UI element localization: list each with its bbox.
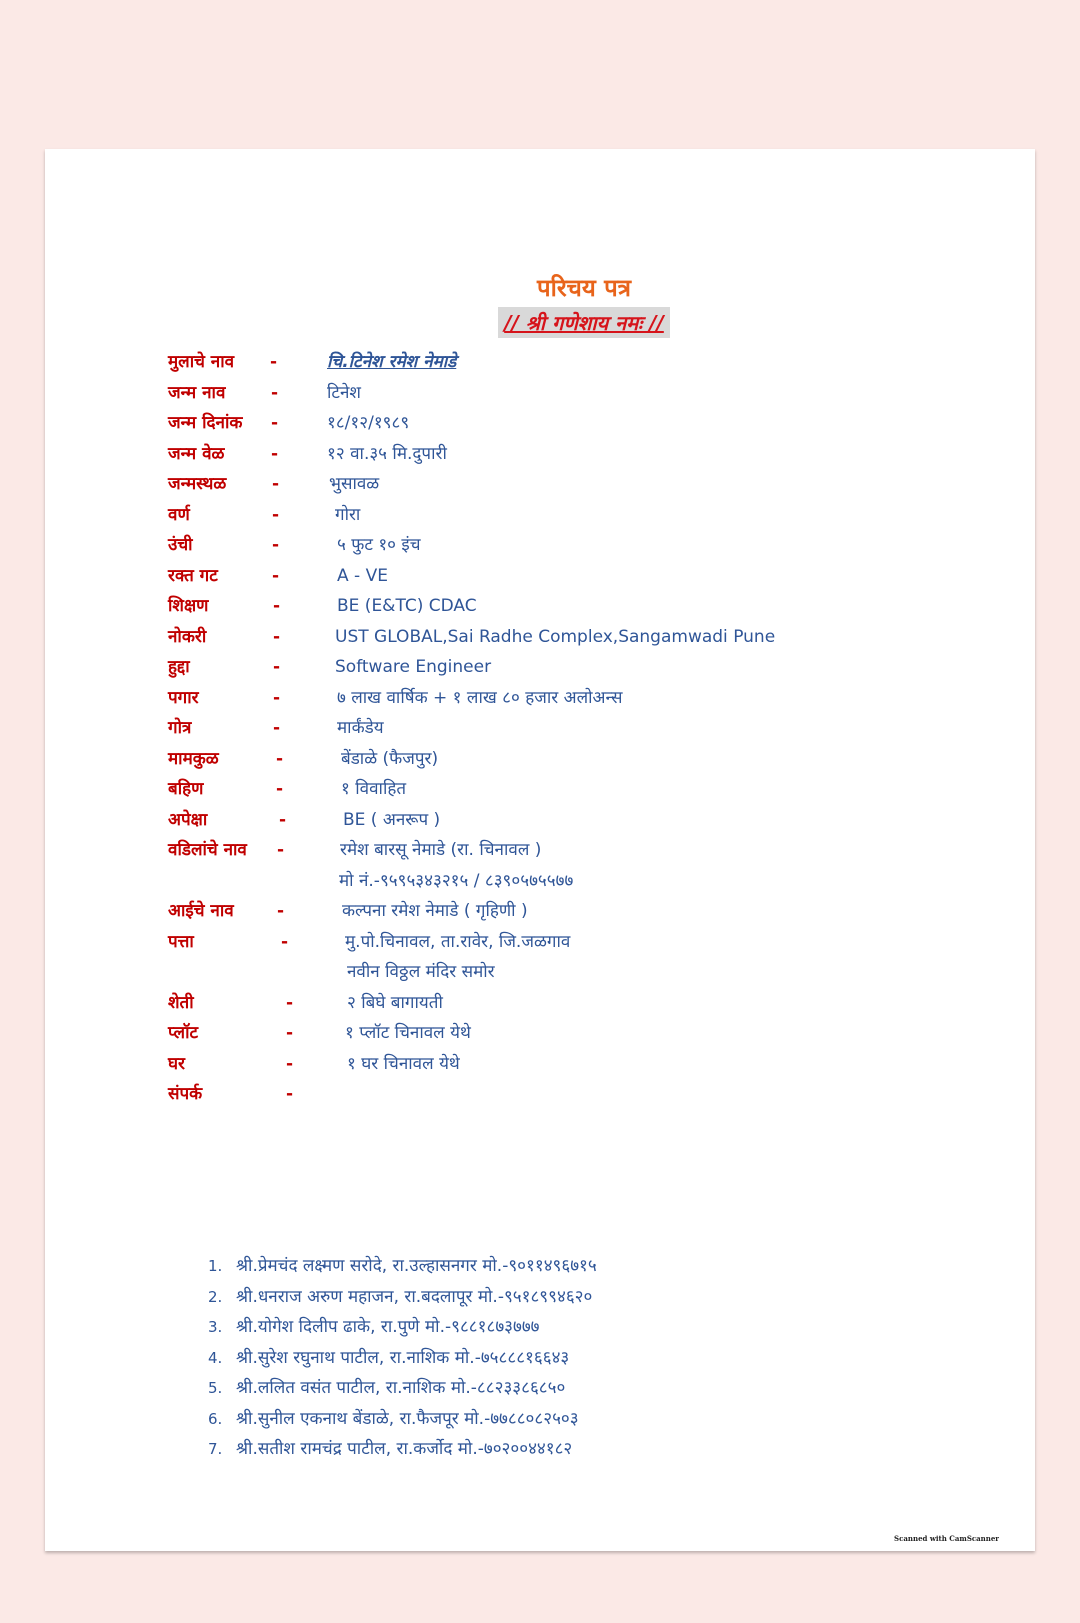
contact-text: श्री.सतीश रामचंद्र पाटील, रा.कर्जोद मो.-७०२००४४१८२ (236, 1439, 573, 1459)
contact-text: श्री.धनराज अरुण महाजन, रा.बदलापूर मो.-९५१८९९४६२० (236, 1286, 593, 1307)
detail-label: वर्ण (168, 504, 190, 525)
detail-label: पगार (168, 687, 199, 708)
detail-value: मो नं.-९५९५३४३२१५ / ८३९०५७५५७७ (339, 870, 574, 891)
contact-number: 5. (208, 1379, 223, 1397)
contact-item (208, 1282, 592, 1312)
detail-value: १ घर चिनावल येथे (347, 1053, 460, 1074)
detail-separator: - (286, 1053, 294, 1074)
detail-value: BE (E&TC) CDAC (337, 596, 477, 616)
detail-separator: - (270, 352, 278, 372)
detail-value: बेंडाळे (फैजपुर) (341, 748, 439, 769)
page-title: परिचय पत्र (536, 274, 632, 302)
detail-label: वडिलांचे नाव (168, 840, 247, 860)
contact-item (208, 1434, 572, 1464)
detail-value: १२ वा.३५ मि.दुपारी (327, 443, 447, 464)
contact-number: 1. (208, 1257, 223, 1275)
detail-separator: - (273, 596, 281, 616)
detail-value: मु.पो.चिनावल, ता.रावेर, जि.जळगाव (345, 931, 571, 952)
contact-text: श्री.प्रेमचंद लक्ष्मण सरोदे, रा.उल्हासनगर मो.-९०११४९६७१५ (236, 1256, 597, 1276)
detail-label: जन्मस्थळ (168, 474, 227, 494)
detail-label: संपर्क (168, 1084, 203, 1104)
detail-separator: - (273, 626, 281, 647)
detail-separator: - (276, 779, 284, 799)
detail-label: जन्म दिनांक (168, 413, 243, 433)
detail-separator: - (286, 992, 294, 1013)
detail-label: हुद्दा (168, 657, 190, 677)
detail-label: रक्त गट (168, 565, 218, 586)
detail-separator: - (273, 657, 281, 677)
detail-separator: - (272, 565, 280, 586)
contact-number: 3. (208, 1318, 223, 1336)
detail-separator: - (281, 931, 289, 952)
detail-separator: - (273, 718, 281, 738)
detail-value: टिनेश (327, 382, 361, 403)
detail-separator: - (286, 1084, 294, 1104)
detail-value: मार्कंडेय (337, 718, 384, 738)
detail-separator: - (279, 809, 287, 830)
detail-label: गोत्र (168, 718, 192, 738)
detail-label: जन्म वेळ (168, 443, 225, 464)
detail-label: शिक्षण (168, 596, 209, 616)
detail-label: शेती (168, 992, 194, 1013)
detail-value: ५ फुट १० इंच (337, 535, 421, 555)
detail-label: मामकुळ (168, 748, 219, 769)
contact-number: 2. (208, 1287, 223, 1306)
detail-label: उंची (168, 535, 193, 555)
subtitle-container (45, 307, 1035, 338)
detail-value: कल्पना रमेश नेमाडे ( गृहिणी ) (342, 901, 528, 921)
detail-label: अपेक्षा (168, 809, 208, 830)
detail-value: गोरा (335, 504, 361, 525)
contact-number: 7. (208, 1440, 223, 1458)
detail-separator: - (272, 535, 280, 555)
detail-value: ७ लाख वार्षिक + १ लाख ८० हजार अलोअन्स (337, 687, 623, 708)
detail-separator: - (271, 443, 279, 464)
detail-value: भुसावळ (329, 474, 380, 494)
contact-text: श्री.सुनील एकनाथ बेंडाळे, रा.फैजपूर मो.-७७८८०८२५०३ (236, 1408, 579, 1429)
detail-label: नोकरी (168, 626, 207, 647)
detail-separator: - (271, 382, 279, 403)
detail-value: २ बिघे बागायती (347, 992, 443, 1013)
detail-label: जन्म नाव (168, 382, 226, 403)
detail-value: नवीन विठ्ठल मंदिर समोर (347, 962, 495, 982)
contact-number: 6. (208, 1409, 223, 1428)
detail-value: रमेश बारसू नेमाडे (रा. चिनावल ) (340, 840, 542, 860)
detail-value: BE ( अनरूप ) (343, 809, 441, 830)
contact-item (208, 1251, 597, 1281)
detail-value: चि.टिनेश रमेश नेमाडे (327, 352, 457, 372)
detail-label: प्लॉट (168, 1023, 199, 1043)
contact-item (208, 1373, 565, 1403)
detail-value: A - VE (337, 565, 388, 586)
detail-value: Software Engineer (335, 657, 492, 677)
detail-label: घर (168, 1053, 185, 1074)
contact-item (208, 1343, 569, 1373)
contact-text: श्री.योगेश दिलीप ढाके, रा.पुणे मो.-९८८१८७३७७७ (236, 1317, 540, 1337)
detail-separator: - (272, 504, 280, 525)
detail-separator: - (277, 840, 285, 860)
detail-value: १८/१२/१९८९ (327, 413, 410, 433)
detail-value: १ प्लॉट चिनावल येथे (345, 1023, 471, 1043)
detail-label: मुलाचे नाव (168, 352, 235, 372)
contact-item (208, 1312, 540, 1342)
page-subtitle: // श्री गणेशाय नमः // (498, 307, 670, 338)
detail-separator: - (273, 687, 281, 708)
detail-separator: - (276, 748, 284, 769)
document-page (45, 149, 1035, 1551)
detail-label: आईचे नाव (168, 901, 234, 921)
contact-number: 4. (208, 1348, 223, 1367)
detail-separator: - (271, 413, 279, 433)
detail-label: बहिण (168, 779, 204, 799)
scanner-watermark: Scanned with CamScanner (894, 1534, 999, 1543)
detail-value: UST GLOBAL,Sai Radhe Complex,Sangamwadi Pune (335, 626, 776, 647)
contact-text: श्री.ललित वसंत पाटील, रा.नाशिक मो.-८८२३३८६८५० (236, 1378, 566, 1398)
detail-value: १ विवाहित (341, 779, 407, 799)
contact-item (208, 1404, 579, 1434)
detail-label: पत्ता (168, 931, 194, 952)
contact-text: श्री.सुरेश रघुनाथ पाटील, रा.नाशिक मो.-७५८८८१६६४३ (236, 1347, 570, 1368)
detail-separator: - (286, 1023, 294, 1043)
detail-separator: - (277, 901, 285, 921)
detail-separator: - (272, 474, 280, 494)
